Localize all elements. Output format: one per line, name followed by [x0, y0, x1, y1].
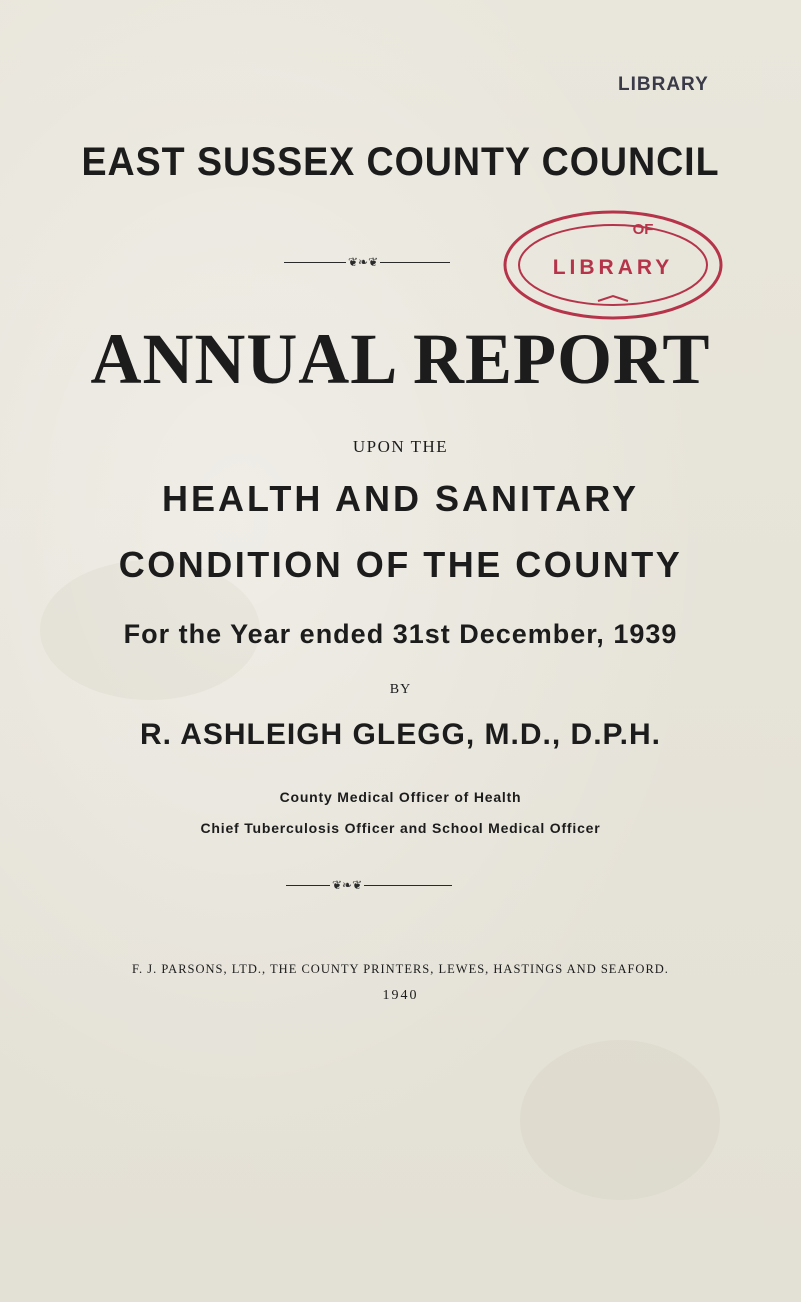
fleuron-icon: ❦❧❦: [348, 255, 379, 269]
ornament-divider-top: [284, 255, 450, 269]
ornament-rule-left: [286, 885, 330, 886]
seal-bottom-mark: [598, 296, 628, 301]
ornament-rule-right: [364, 885, 452, 886]
author-name: R. ASHLEIGH GLEGG, M.D., D.P.H.: [139, 718, 662, 751]
author-role-health: County Medical Officer of Health: [279, 789, 522, 805]
report-title: ANNUAL REPORT: [90, 319, 711, 399]
author-role-tuberculosis: Chief Tuberculosis Officer and School Medical Officer: [200, 820, 601, 836]
printer-imprint: F. J. PARSONS, LTD., THE COUNTY PRINTERS, LEWES, HASTINGS AND SEAFORD.: [132, 962, 669, 976]
fleuron-icon: ❦❧❦: [332, 878, 363, 892]
subtitle-health-sanitary: HEALTH AND SANITARY: [162, 478, 639, 519]
ornament-divider-bottom: [286, 878, 452, 892]
by-line: BY: [389, 682, 412, 697]
library-seal-stamp: [498, 206, 728, 324]
imprint-year: 1940: [382, 988, 419, 1003]
subtitle-condition-county: CONDITION OF THE COUNTY: [118, 544, 683, 585]
ornament-rule-left: [284, 262, 346, 263]
seal-library-text: LIBRARY: [552, 256, 674, 279]
ornament-rule-right: [380, 262, 450, 263]
seal-top-text: OF: [632, 221, 654, 238]
paper-stain: [520, 1040, 720, 1200]
council-heading: EAST SUSSEX COUNTY COUNCIL: [81, 140, 720, 184]
library-stamp-text: LIBRARY: [618, 74, 709, 95]
upon-the-line: UPON THE: [352, 437, 449, 456]
report-period: For the Year ended 31st December, 1939: [123, 619, 678, 649]
